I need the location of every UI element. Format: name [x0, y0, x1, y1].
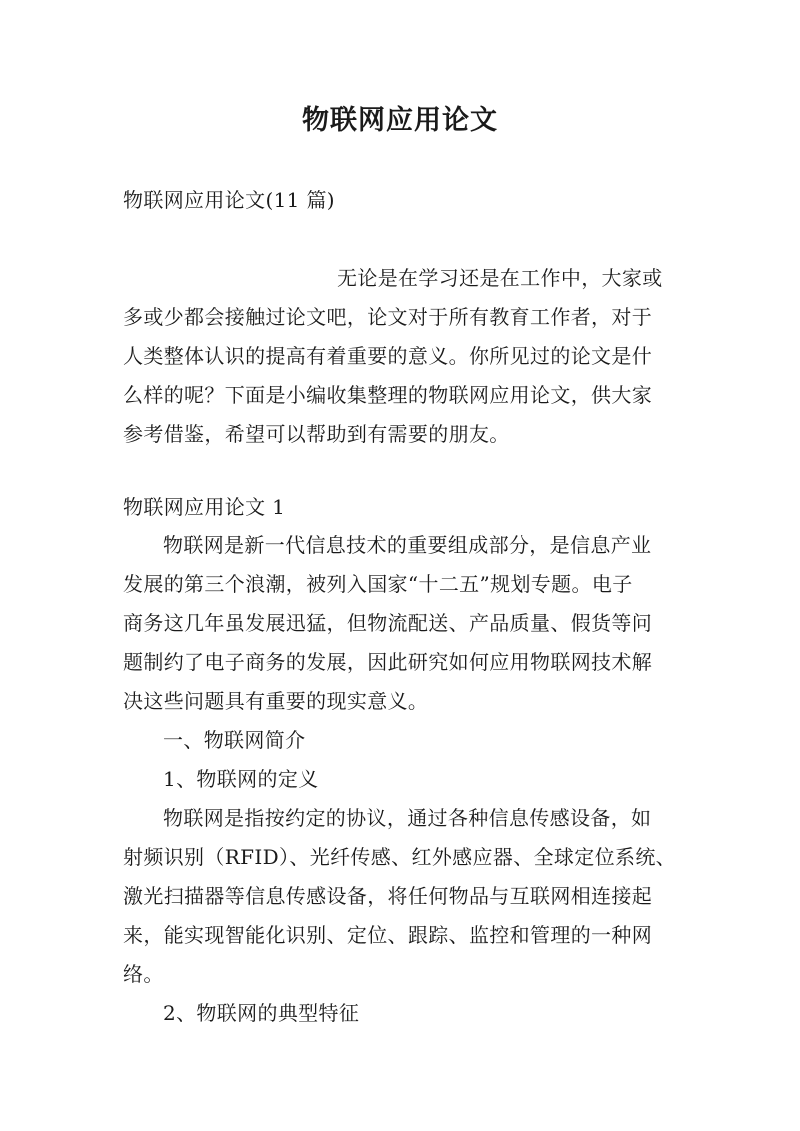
- intro-line: 无论是在学习还是在工作中，大家或: [337, 266, 663, 290]
- document-subtitle: 物联网应用论文(11 篇): [123, 188, 335, 212]
- subheading-line: 2、物联网的典型特征: [163, 1001, 360, 1025]
- body-line: 决这些问题具有重要的现实意义。: [123, 689, 429, 713]
- body-line: 题制约了电子商务的发展，因此研究如何应用物联网技术解: [123, 650, 653, 674]
- subheading-line: 一、物联网简介: [163, 728, 306, 752]
- body-line: 激光扫描器等信息传感设备，将任何物品与互联网相连接起: [123, 884, 653, 908]
- body-line: 商务这几年虽发展迅猛，但物流配送、产品质量、假货等问: [123, 611, 653, 635]
- body-line: 来，能实现智能化识别、定位、跟踪、监控和管理的一种网: [123, 923, 653, 947]
- intro-line: 人类整体认识的提高有着重要的意义。你所见过的论文是什: [123, 344, 653, 368]
- body-line: 物联网是新一代信息技术的重要组成部分，是信息产业: [163, 533, 652, 557]
- body-line: 发展的第三个浪潮，被列入国家“十二五”规划专题。电子: [123, 572, 633, 596]
- intro-line: 多或少都会接触过论文吧，论文对于所有教育工作者，对于: [123, 305, 653, 329]
- body-line: 物联网是指按约定的协议，通过各种信息传感设备，如: [163, 806, 652, 830]
- body-line: 射频识别（RFID）、光纤传感、红外感应器、全球定位系统、: [123, 845, 677, 869]
- page-title: 物联网应用论文: [302, 105, 498, 136]
- body-line: 络。: [123, 962, 164, 986]
- subheading-line: 1、物联网的定义: [163, 767, 319, 791]
- intro-line: 么样的呢？下面是小编收集整理的物联网应用论文，供大家: [123, 383, 653, 407]
- section-heading: 物联网应用论文 1: [123, 495, 286, 519]
- intro-line: 参考借鉴，希望可以帮助到有需要的朋友。: [123, 422, 510, 446]
